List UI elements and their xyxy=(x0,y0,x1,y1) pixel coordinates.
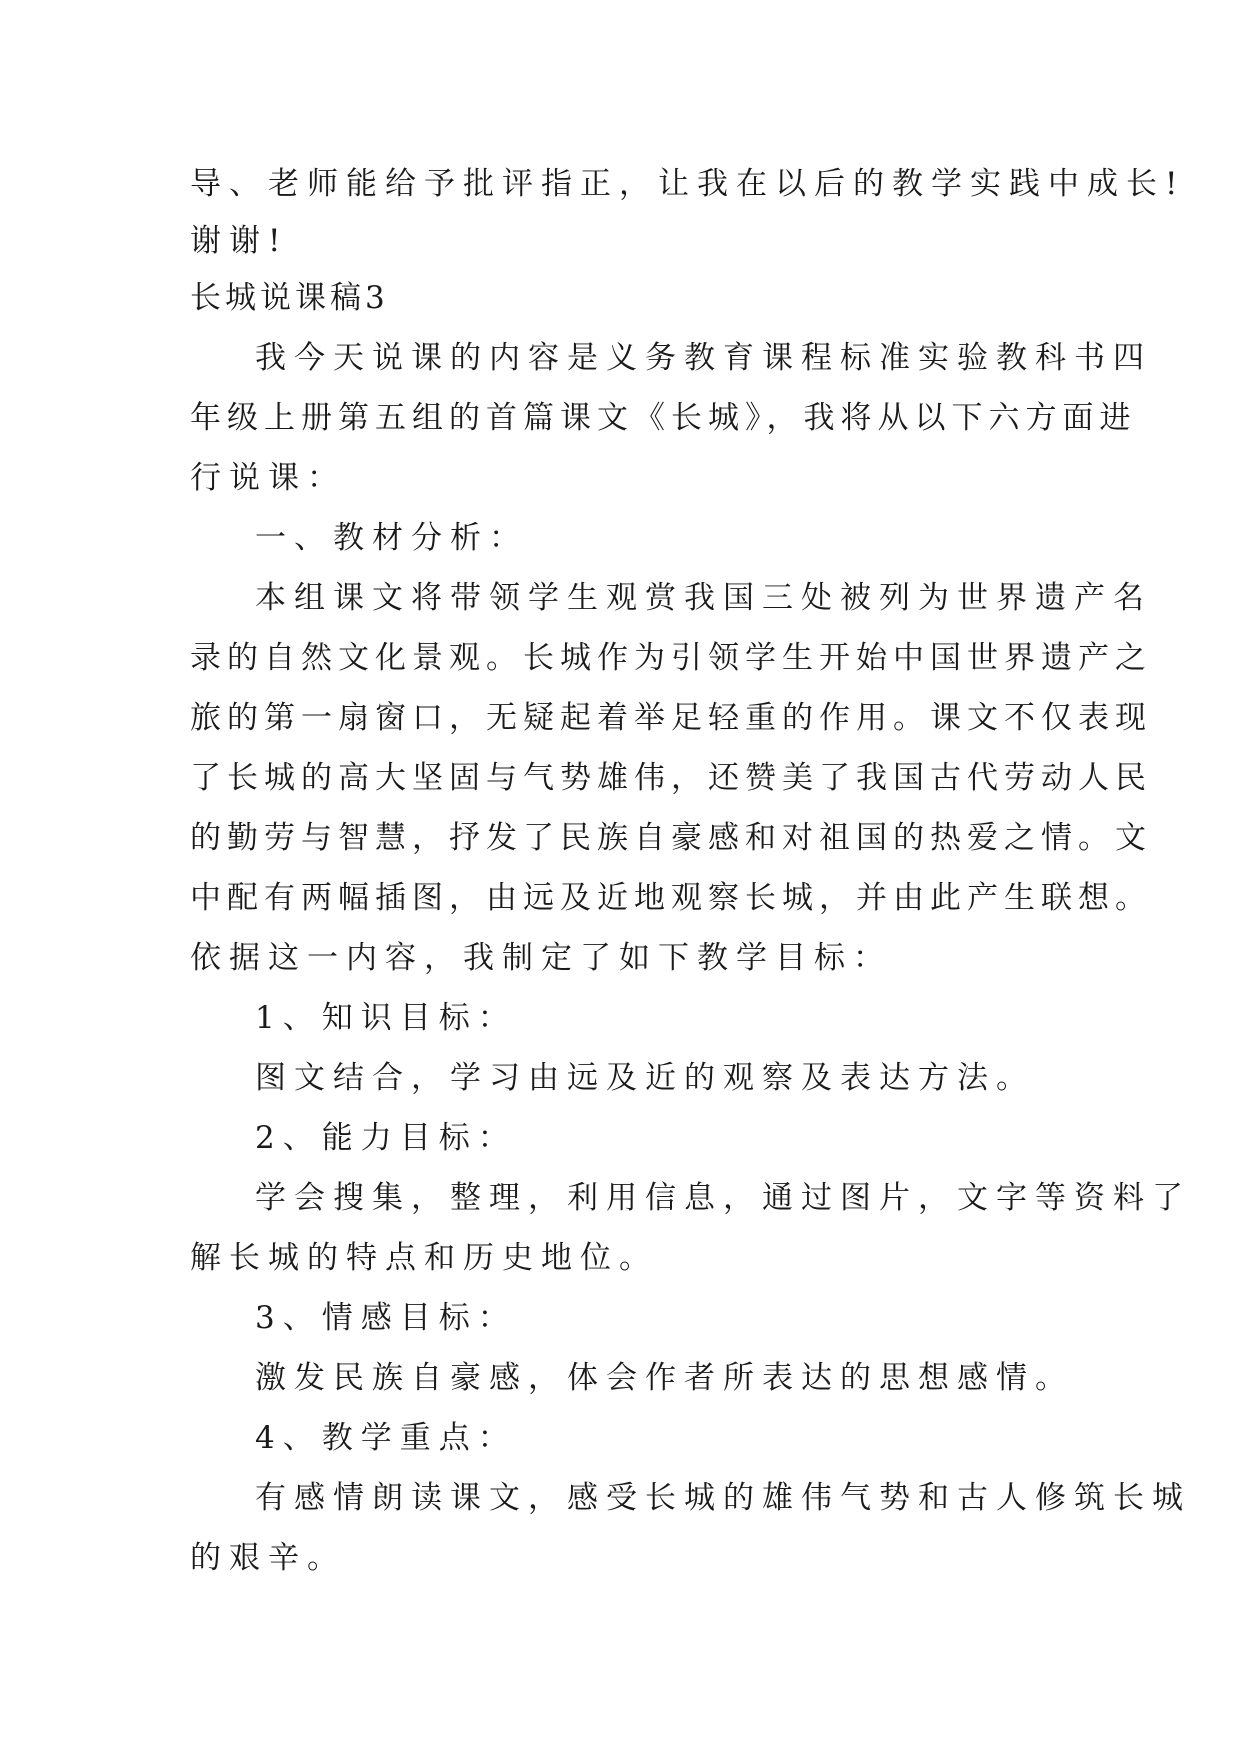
subheading-ability-goal: 2、能力目标： xyxy=(255,1120,517,1156)
text-line-12: 的勤劳与智慧，抒发了民族自豪感和对祖国的热爱之情。文 xyxy=(190,820,1152,856)
text-line-19: 解长城的特点和历史地位。 xyxy=(190,1240,658,1276)
text-line-14: 依据这一内容，我制定了如下教学目标： xyxy=(190,940,892,976)
text-line-1: 导、老师能给予批评指正，让我在以后的教学实践中成长! xyxy=(190,166,1186,202)
subheading-emotion-goal: 3、情感目标： xyxy=(255,1300,517,1336)
text-line-6: 行说课： xyxy=(190,460,346,496)
text-line-8: 本组课文将带领学生观赏我国三处被列为世界遗产名 xyxy=(255,580,1152,616)
section-title: 长城说课稿3 xyxy=(190,280,389,316)
text-line-21: 激发民族自豪感，体会作者所表达的思想感情。 xyxy=(255,1360,1074,1396)
text-line-9: 录的自然文化景观。长城作为引领学生开始中国世界遗产之 xyxy=(190,640,1152,676)
subheading-textbook-analysis: 一、教材分析： xyxy=(255,520,528,556)
text-line-24: 的艰辛。 xyxy=(190,1540,346,1576)
text-line-18: 学会搜集，整理，利用信息，通过图片，文字等资料了 xyxy=(255,1180,1191,1216)
text-line-10: 旅的第一扇窗口，无疑起着举足轻重的作用。课文不仅表现 xyxy=(190,700,1152,736)
subheading-teaching-focus: 4、教学重点： xyxy=(255,1420,517,1456)
subheading-knowledge-goal: 1、知识目标： xyxy=(255,1000,517,1036)
text-line-5: 年级上册第五组的首篇课文《长城》，我将从以下六方面进 xyxy=(190,400,1137,436)
text-line-11: 了长城的高大坚固与气势雄伟，还赞美了我国古代劳动人民 xyxy=(190,760,1152,796)
text-line-4: 我今天说课的内容是义务教育课程标准实验教科书四 xyxy=(255,340,1152,376)
text-line-13: 中配有两幅插图，由远及近地观察长城，并由此产生联想。 xyxy=(190,880,1152,916)
text-line-16: 图文结合，学习由远及近的观察及表达方法。 xyxy=(255,1060,1035,1096)
text-line-23: 有感情朗读课文，感受长城的雄伟气势和古人修筑长城 xyxy=(255,1480,1191,1516)
text-line-2: 谢谢! xyxy=(190,223,289,259)
